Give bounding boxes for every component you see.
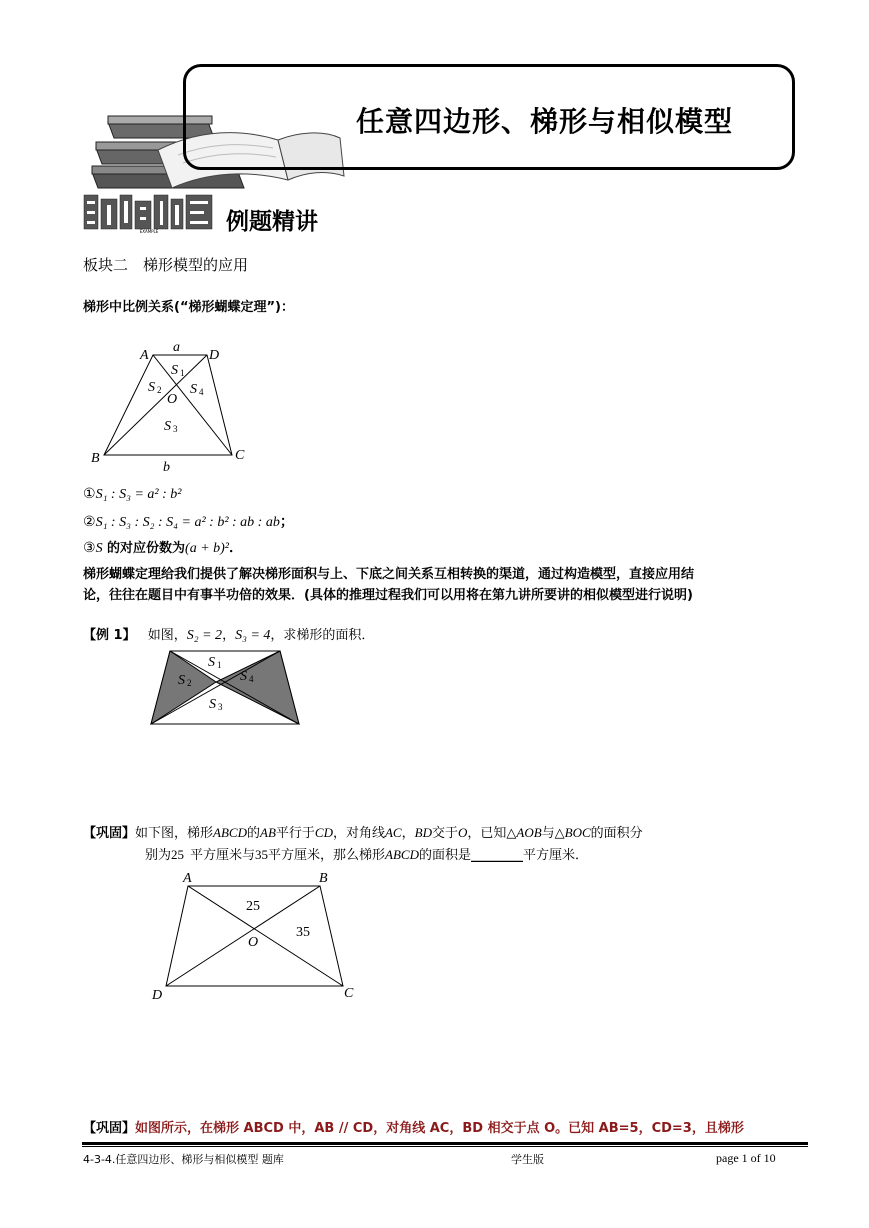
- svg-text:4: 4: [249, 674, 254, 684]
- svg-text:4: 4: [199, 387, 204, 397]
- svg-text:1: 1: [217, 660, 222, 670]
- fact-3: ③S 的对应份数为(a + b)²．: [83, 540, 243, 556]
- svg-text:3: 3: [218, 702, 223, 712]
- svg-text:3: 3: [173, 424, 178, 434]
- label-S3: S: [164, 419, 171, 434]
- label-S1: S: [171, 363, 178, 378]
- trapezoid-diagram-1: [85, 338, 255, 478]
- ex1-label-S1: S: [208, 655, 215, 670]
- footer-center: 学生版: [511, 1153, 544, 1166]
- label-O: O: [167, 392, 178, 407]
- ex1-label-S3: S: [209, 697, 216, 712]
- label-D: D: [209, 348, 220, 363]
- p1-label-O: O: [248, 935, 259, 950]
- trapezoid-diagram-example-1: [148, 648, 303, 728]
- p1-label-D: D: [152, 988, 163, 1003]
- practice-1-line-1: 【巩固】如下图，梯形ABCD的AB平行于CD，对角线AC，BD交于O，已知△AOB与△BOC的面积分: [83, 825, 643, 841]
- theorem-paragraph-line-1: 梯形蝴蝶定理给我们提供了解决梯形面积与上、下底之间关系互相转换的渠道，通过构造模型，直接应用结: [83, 567, 695, 582]
- p1-label-A: A: [183, 871, 192, 886]
- p1-label-35: 35: [296, 925, 310, 940]
- svg-text:1: 1: [180, 368, 185, 378]
- footer-rule-thick: [82, 1142, 808, 1145]
- label-B: B: [91, 451, 100, 466]
- fact-2: ②S₁ : S₃ : S₂ : S₄ = a² : b² : ab : ab；: [83, 514, 294, 530]
- page-title: 任意四边形、梯形与相似模型: [356, 105, 734, 138]
- practice-2-line-1: 【巩固】如图所示，在梯形 ABCD 中，AB // CD，对角线 AC，BD 相交于点 O。已知 AB=5，CD=3，且梯形: [83, 1121, 744, 1136]
- banner-letters: EXAMPLE: [139, 229, 159, 234]
- theorem-paragraph-line-2: 论，往往在题目中有事半功倍的效果．(具体的推理过程我们可以用将在第九讲所要讲的相似模型进行说明): [83, 588, 693, 603]
- label-b: b: [163, 460, 170, 475]
- example-1-question: 【例 1】 如图，S₂ = 2，S₃ = 4，求梯形的面积．: [83, 628, 375, 643]
- practice-2-tag: 【巩固】: [83, 1121, 136, 1136]
- section-title: 例题精讲: [226, 209, 318, 235]
- example-banner-logo: [82, 189, 216, 235]
- answer-blank: ________: [471, 848, 524, 863]
- p1-label-B: B: [319, 871, 328, 886]
- example-1-tag: 【例 1】: [83, 628, 136, 643]
- p1-label-25: 25: [246, 899, 260, 914]
- footer-left: 4-3-4.任意四边形、梯形与相似模型 题库: [83, 1153, 284, 1166]
- svg-text:2: 2: [157, 385, 162, 395]
- trapezoid-diagram-practice-1: [148, 866, 363, 1006]
- ex1-label-S4: S: [240, 669, 247, 684]
- practice-1-tag: 【巩固】: [83, 826, 136, 841]
- label-S2: S: [148, 380, 155, 395]
- label-A: A: [140, 348, 149, 363]
- intro-text: 梯形中比例关系(“梯形蝴蝶定理”)：: [83, 300, 294, 315]
- practice-1-line-2: 别为25 平方厘米与35平方厘米，那么梯形ABCD的面积是________平方厘米．: [145, 847, 589, 863]
- ex1-label-S2: S: [178, 673, 185, 688]
- label-C: C: [235, 448, 245, 463]
- label-a: a: [173, 340, 180, 355]
- footer-rule-thin: [82, 1146, 808, 1147]
- label-S4: S: [190, 382, 197, 397]
- p1-label-C: C: [344, 986, 354, 1001]
- fact-1: ①S₁ : S₃ = a² : b²: [83, 486, 182, 502]
- footer-page-number: page 1 of 10: [716, 1151, 776, 1165]
- svg-text:2: 2: [187, 678, 192, 688]
- block-heading: 板块二 梯形模型的应用: [83, 256, 249, 274]
